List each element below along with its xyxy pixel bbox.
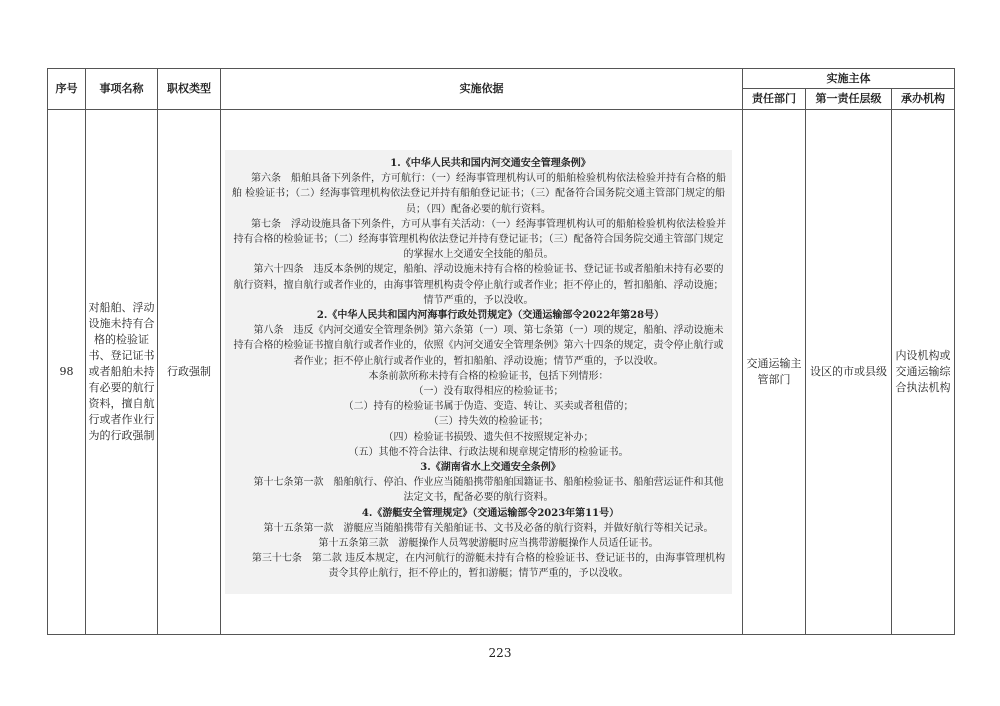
header-agency: 承办机构 <box>892 89 955 110</box>
header-item-name: 事项名称 <box>86 69 158 110</box>
cell-basis <box>221 110 743 635</box>
cell-no: 98 <box>48 110 86 635</box>
law-article: 第七条 浮动设施具备下列条件，方可从事有关活动：（一）经海事管理机构认可的船舶检验机构依法检验并持有合格的检验证书；（二）经海事管理机构依法登记并持有登记证书；（三）配备符合国务院交通主管部门规定的掌握水上交通安全技能的船员。 <box>233 218 726 261</box>
cell-agency: 内设机构或交通运输综合执法机构 <box>892 110 955 635</box>
header-power-type: 职权类型 <box>158 69 221 110</box>
header-dept: 责任部门 <box>743 89 806 110</box>
law-title: 1.《中华人民共和国内河交通安全管理条例》 <box>390 158 591 169</box>
law-article: 第十七条第一款 船舶航行、停泊、作业应当随船携带船舶国籍证书、船舶检验证书、船舶营运证件和其他法定文书，配备必要的航行资料。 <box>253 477 724 504</box>
header-no: 序号 <box>48 69 86 110</box>
list-item: （三）持失效的检验证书； <box>428 416 549 428</box>
law-title: 4.《游艇安全管理规定》（交通运输部令2023年第11号） <box>361 507 620 519</box>
table-row <box>48 110 955 635</box>
list-item: （五）其他不符合法律、行政法规和规章规定情形的检验证书。 <box>348 446 629 458</box>
law-article: 第六条 船舶具备下列条件，方可航行：（一）经海事管理机构认可的船舶检验机构依法检验并持有合格的船舶 检验证书；（二）经海事管理机构依法登记并持有船舶登记证书；（三）配备符合国务院交通主管部门规定的船员；（四）配备必要的航行资料。 <box>231 173 726 215</box>
basis-text-block <box>225 150 732 594</box>
law-article: 第六十四条 违反本条例的规定，船舶、浮动设施未持有合格的检验证书、登记证书或者船舶未持有必要的航行资料，擅自航行或者作业的，由海事管理机构责令停止航行或者作业；拒不停止的，暂扣船舶、浮动设施；情节严重的，予以没收。 <box>233 264 724 306</box>
cell-item-name: 对船舶、浮动设施未持有合格的检验证书、登记证书或者船舶未持有必要的航行资料，擅自航行或者作业行为的行政强制 <box>86 110 158 635</box>
law-article: 第八条 违反《内河交通安全管理条例》第六条第（一）项、第七条第（一）项的规定，船舶、浮动设施未持有合格的检验证书擅自航行或者作业的，依照《内河交通安全管理条例》第六十四条的规定，责令停止航行或者作业；拒不停止航行或者作业的，暂扣船舶、浮动设施；情节严重的，予以没收。 <box>233 325 724 367</box>
list-item: （一）没有取得相应的检验证书； <box>413 386 564 398</box>
law-article: 本条前款所称未持有合格的检验证书，包括下列情形： <box>368 370 609 382</box>
enforcement-table <box>47 68 955 635</box>
law-title: 3.《湖南省水上交通安全条例》 <box>420 462 561 474</box>
list-item: （四）检验证书损毁、遗失但不按照规定补办； <box>383 431 594 443</box>
cell-dept: 交通运输主管部门 <box>743 110 806 635</box>
law-title: 2.《中华人民共和国内河海事行政处罚规定》（交通运输部令2022年第28号） <box>316 310 665 322</box>
header-level: 第一责任层级 <box>806 89 892 110</box>
law-article: 第十五条第三款 游艇操作人员驾驶游艇时应当携带游艇操作人员适任证书。 <box>318 538 659 550</box>
cell-level: 设区的市或县级 <box>806 110 892 635</box>
header-basis: 实施依据 <box>221 69 743 110</box>
header-subject: 实施主体 <box>743 69 955 89</box>
law-article: 第三十七条 第二款 违反本规定，在内河航行的游艇未持有合格的检验证书、登记证书的，由海事管理机构责令其停止航行，拒不停止的，暂扣游艇；情节严重的，予以没收。 <box>251 553 726 580</box>
cell-power-type: 行政强制 <box>158 110 221 635</box>
page-number: 223 <box>488 646 512 660</box>
list-item: （二）持有的检验证书属于伪造、变造、转让、买卖或者租借的； <box>343 401 634 413</box>
law-article: 第十五条第一款 游艇应当随船携带有关船舶证书、文书及必备的航行资料，并做好航行等相关记录。 <box>263 522 714 534</box>
